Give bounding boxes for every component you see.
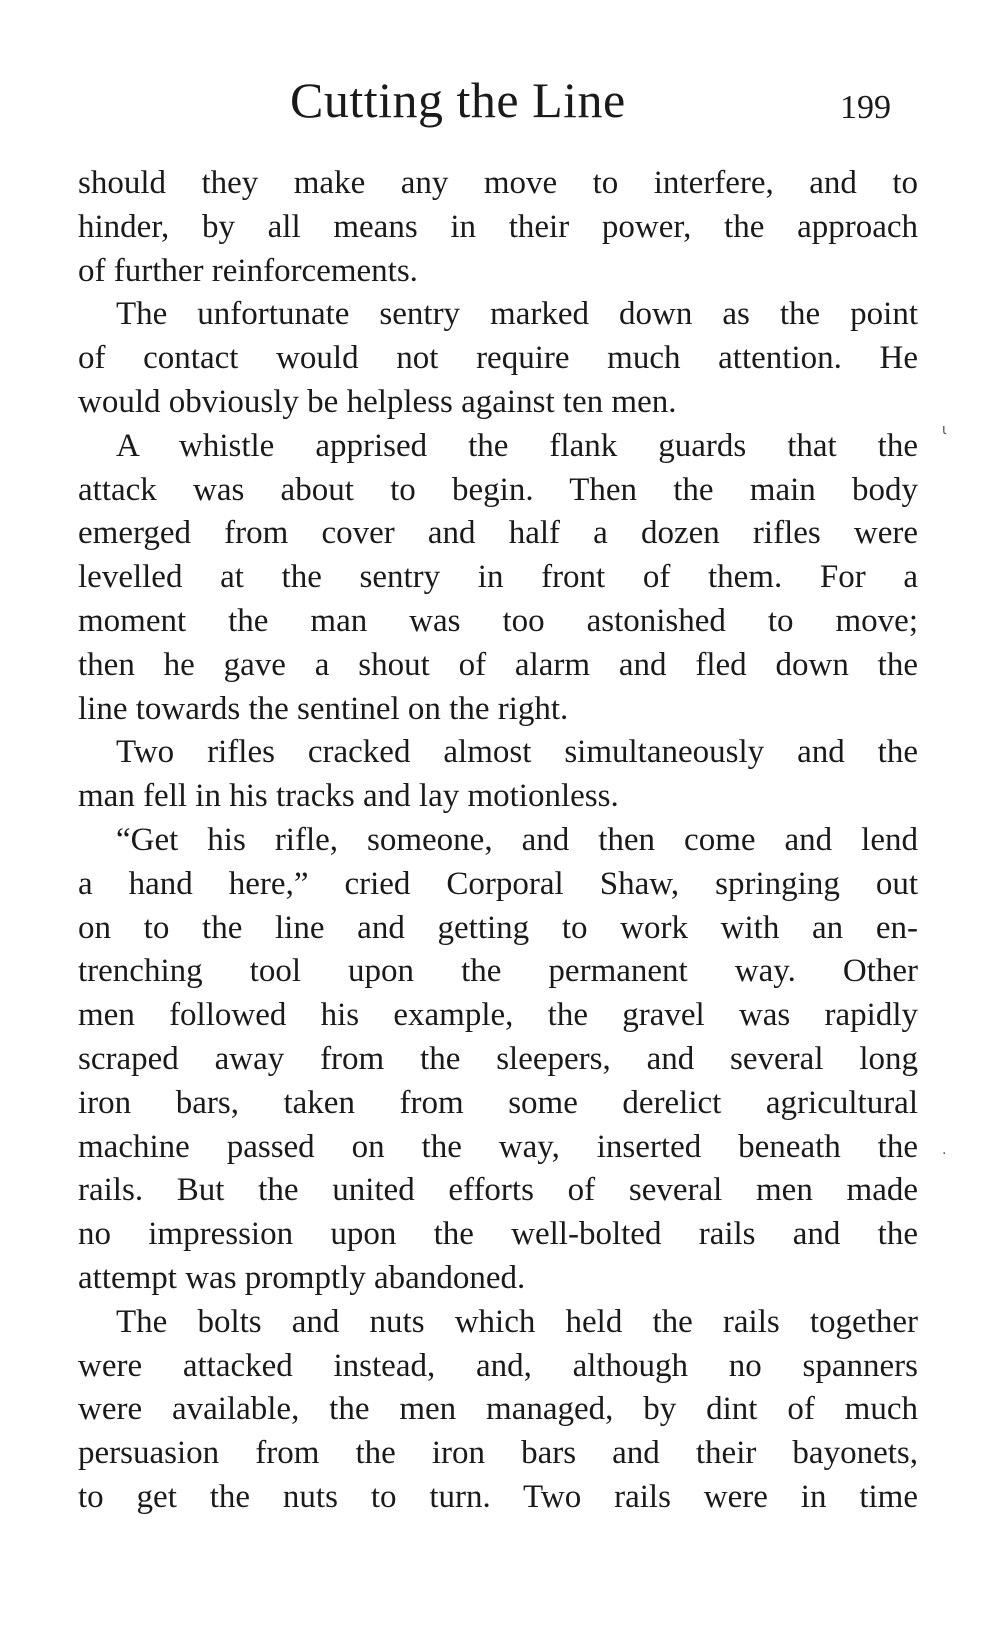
text-line: would obviously be helpless against ten men. bbox=[78, 383, 677, 420]
text-line: The bolts and nuts which held the rails together bbox=[116, 1303, 918, 1340]
text-line: persuasion from the iron bars and their bayonets, bbox=[78, 1435, 918, 1472]
page-number: 199 bbox=[840, 89, 891, 126]
text-line: moment the man was too astonished to move; bbox=[78, 602, 918, 639]
text-line: to get the nuts to turn. Two rails were in time bbox=[78, 1478, 918, 1515]
text-line: emerged from cover and half a dozen rifles were bbox=[78, 515, 918, 552]
running-head bbox=[0, 70, 1000, 140]
text-line: of contact would not require much attention. He bbox=[78, 340, 918, 377]
text-line: man fell in his tracks and lay motionless. bbox=[78, 778, 619, 815]
text-line: machine passed on the way, inserted beneath the bbox=[78, 1128, 918, 1165]
text-line: trenching tool upon the permanent way. Other bbox=[78, 953, 918, 990]
text-line: hinder, by all means in their power, the approach bbox=[78, 208, 918, 245]
text-line: The unfortunate sentry marked down as the point bbox=[116, 296, 918, 333]
text-line: attack was about to begin. Then the main body bbox=[78, 471, 918, 508]
text-line: should they make any move to interfere, and to bbox=[78, 165, 918, 201]
text-line: a hand here,” cried Corporal Shaw, springing out bbox=[78, 865, 918, 902]
text-line: rails. But the united efforts of several men made bbox=[78, 1172, 918, 1209]
text-line: levelled at the sentry in front of them. For a bbox=[78, 559, 918, 596]
text-line: line towards the sentinel on the right. bbox=[78, 690, 569, 727]
text-line: of further reinforcements. bbox=[78, 252, 418, 289]
text-line: were attacked instead, and, although no spanners bbox=[78, 1347, 918, 1384]
text-line: no impression upon the well-bolted rails and the bbox=[78, 1216, 918, 1253]
text-line: men followed his example, the gravel was rapidly bbox=[78, 997, 918, 1034]
text-line: scraped away from the sleepers, and several long bbox=[78, 1040, 918, 1077]
scan-speck: ι bbox=[942, 422, 947, 438]
text-line: A whistle apprised the flank guards that the bbox=[116, 427, 918, 464]
text-line: attempt was promptly abandoned. bbox=[78, 1259, 526, 1296]
text-line: were available, the men managed, by dint of much bbox=[78, 1391, 918, 1428]
text-line: iron bars, taken from some derelict agricultural bbox=[78, 1084, 918, 1121]
text-line: “Get his rifle, someone, and then come and lend bbox=[116, 821, 918, 858]
running-title: Cutting the Line bbox=[290, 72, 626, 128]
text-line: then he gave a shout of alarm and fled down the bbox=[78, 646, 918, 683]
text-line: Two rifles cracked almost simultaneously and the bbox=[116, 734, 918, 771]
text-line: on to the line and getting to work with an en- bbox=[78, 909, 918, 946]
body-text bbox=[78, 162, 918, 1520]
scan-speck: · bbox=[942, 1146, 947, 1162]
